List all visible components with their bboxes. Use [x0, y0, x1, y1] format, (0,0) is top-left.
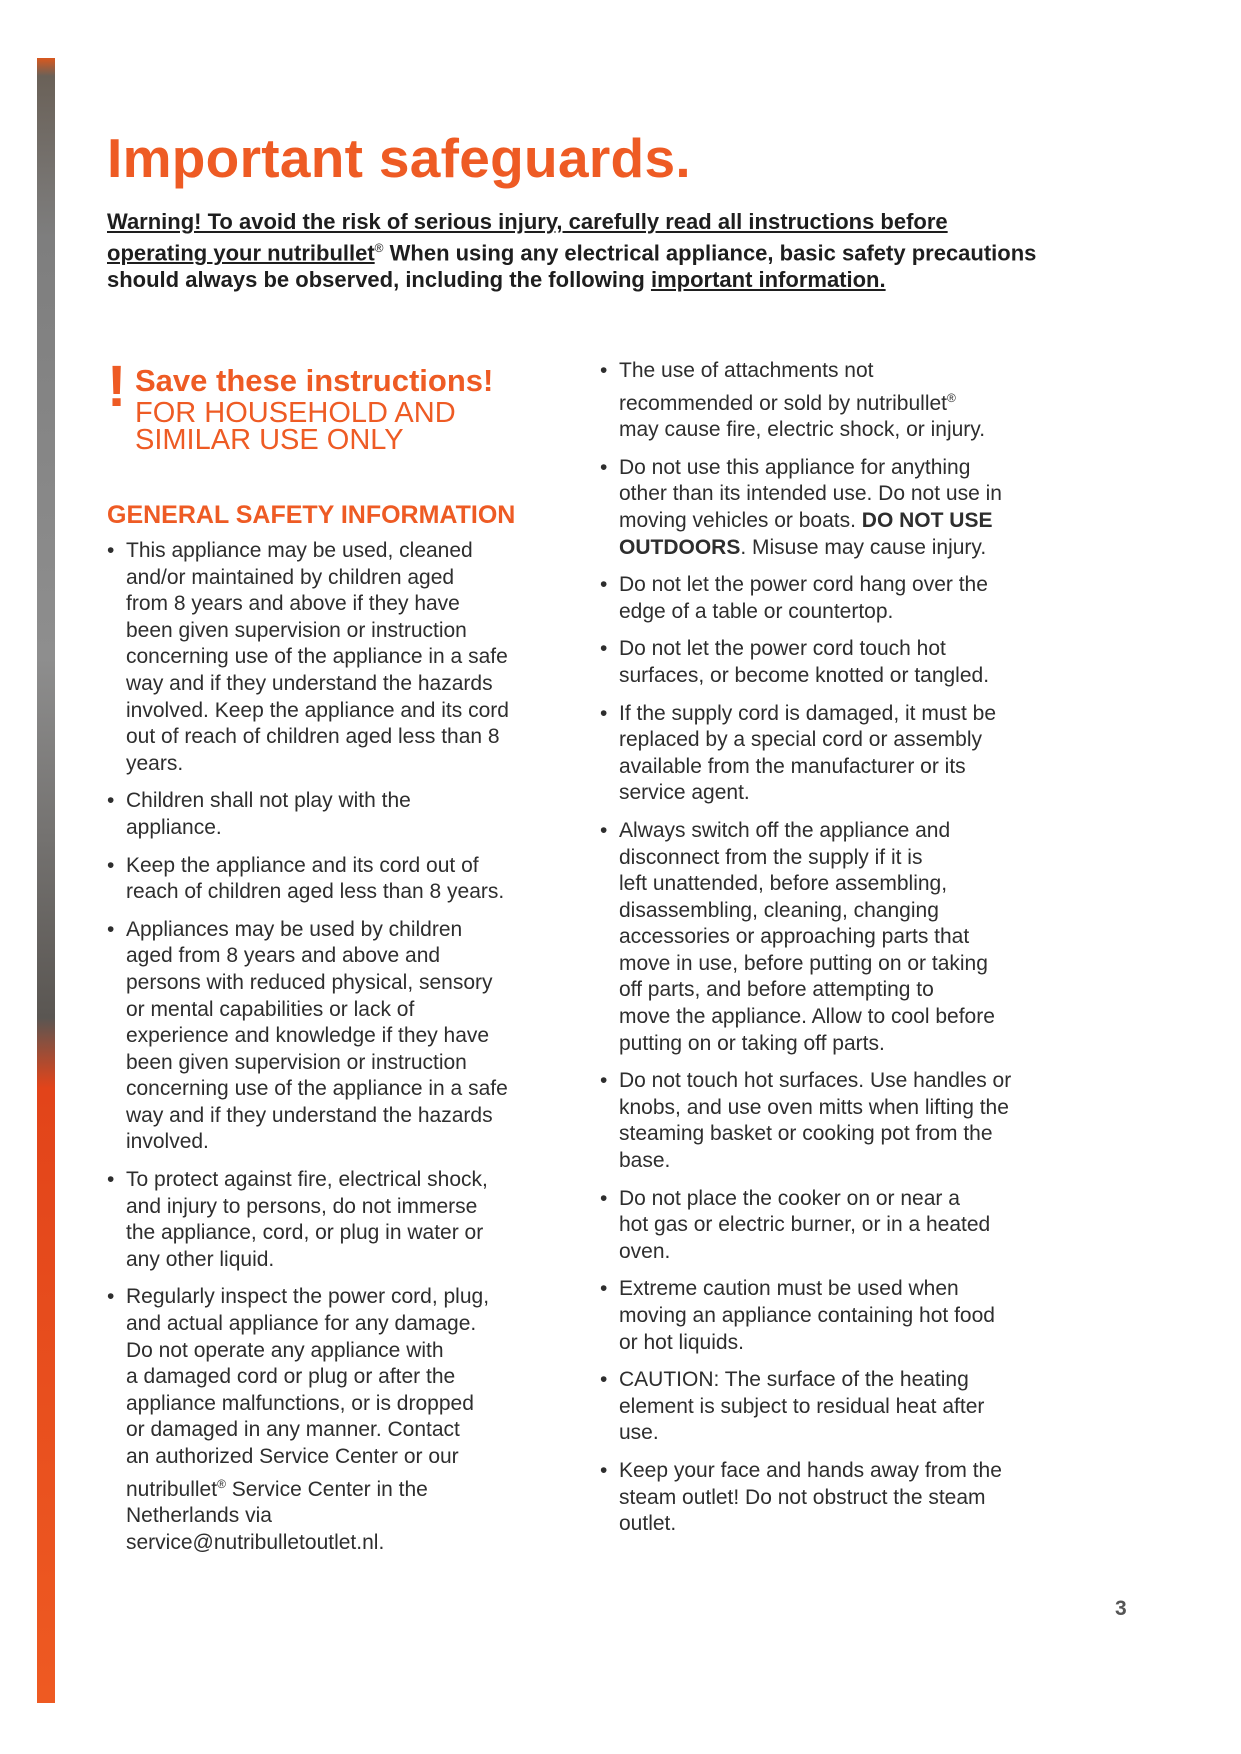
list-item-line: the appliance, cord, or plug in water or — [126, 1221, 484, 1245]
list-item-line: • This appliance may be used, cleaned — [126, 539, 473, 562]
list-item — [107, 853, 572, 906]
list-item-line: accessories or approaching parts that — [619, 925, 970, 949]
left-column — [107, 354, 572, 1567]
household-line-2: SIMILAR USE ONLY — [135, 424, 404, 456]
list-item-line: appliance malfunctions, or is dropped — [126, 1391, 474, 1415]
list-item-line: base. — [619, 1149, 671, 1173]
list-item-line: service agent. — [619, 781, 750, 805]
list-item-line: and actual appliance for any damage. — [126, 1312, 477, 1336]
list-item — [600, 701, 1060, 807]
list-item-line: use. — [619, 1421, 659, 1445]
save-instructions-title: Save these instructions! — [135, 363, 494, 398]
list-item-line: appliance. — [126, 815, 222, 839]
list-item — [107, 1284, 572, 1556]
list-item-line: out of reach of children aged less than 8 — [126, 725, 500, 749]
list-item-line: • If the supply cord is damaged, it must be — [619, 701, 997, 725]
warning-line-1: Warning! To avoid the risk of serious injury, carefully read all instructions before — [107, 209, 948, 234]
left-safety-list — [107, 538, 572, 1556]
list-item — [600, 572, 1060, 625]
list-item-line: surfaces, or become knotted or tangled. — [619, 663, 990, 687]
registered-mark: ® — [374, 241, 384, 255]
list-item-line: available from the manufacturer or its — [619, 754, 966, 778]
list-item-line: move in use, before putting on or taking — [619, 951, 988, 975]
list-item — [600, 636, 1060, 689]
household-line-1: FOR HOUSEHOLD AND — [135, 397, 456, 429]
list-item-line: been given supervision or instruction — [126, 1050, 467, 1074]
list-item-line: moving an appliance containing hot food — [619, 1304, 995, 1327]
list-item-line: steaming basket or cooking pot from the — [619, 1122, 993, 1146]
list-item-line: replaced by a special cord or assembly — [619, 728, 983, 752]
list-item-line: involved. Keep the appliance and its cord — [126, 698, 509, 722]
list-item-line: hot gas or electric burner, or in a heated — [619, 1213, 991, 1237]
list-item-line: involved. — [126, 1130, 209, 1154]
list-item-line: • Do not touch hot surfaces. Use handles or — [619, 1069, 1012, 1093]
list-item — [107, 1167, 572, 1273]
list-item — [600, 358, 1060, 444]
list-item-line: moving vehicles or boats. DO NOT USE — [619, 508, 993, 532]
list-item-line: steam outlet! Do not obstruct the steam — [619, 1485, 986, 1509]
important-information-link: important information. — [650, 267, 886, 293]
right-safety-list — [600, 358, 1060, 1538]
page-number: 3 — [1115, 1597, 1127, 1620]
list-item-line: • Do not let the power cord touch hot — [619, 637, 946, 661]
list-item-line: • Do not place the cooker on or near a — [619, 1186, 960, 1210]
list-item-line: other than its intended use. Do not use in — [619, 482, 1002, 506]
list-item-line: years. — [126, 751, 184, 775]
list-item-line: concerning use of the appliance in a safe — [126, 645, 508, 669]
list-item-line: or mental capabilities or lack of — [126, 997, 415, 1021]
list-item — [107, 538, 572, 777]
list-item-line: OUTDOORS. Misuse may cause injury. — [619, 535, 987, 559]
right-column — [600, 358, 1060, 1549]
list-item — [600, 455, 1060, 561]
list-item-line: an authorized Service Center or our — [126, 1445, 459, 1468]
list-item-line: • Always switch off the appliance and — [619, 818, 951, 842]
list-item-line: • Keep the appliance and its cord out of — [126, 853, 479, 877]
list-item-line: persons with reduced physical, sensory — [126, 970, 493, 994]
list-item-line: experience and knowledge if they have — [126, 1024, 490, 1048]
list-item-line: and injury to persons, do not immerse — [126, 1194, 478, 1218]
list-item-line: and/or maintained by children aged — [126, 565, 455, 589]
list-item-line: left unattended, before assembling, — [619, 872, 948, 896]
list-item-line: knobs, and use oven mitts when lifting the — [619, 1095, 1009, 1119]
list-item-line: • To protect against fire, electrical shock, — [126, 1168, 488, 1192]
list-item — [600, 818, 1060, 1057]
list-item-line: off parts, and before attempting to — [619, 978, 934, 1002]
section-heading: GENERAL SAFETY INFORMATION — [107, 501, 516, 529]
list-item-line: from 8 years and above if they have — [126, 592, 460, 616]
list-item — [107, 788, 572, 841]
warning-line-2: operating your nutribullet — [107, 240, 375, 266]
save-instructions-block — [107, 354, 572, 460]
list-item-line: nutribullet® Service Center in the — [126, 1476, 428, 1501]
list-item-line: • The use of attachments not — [619, 359, 874, 382]
list-item-line: Do not operate any appliance with — [126, 1338, 444, 1362]
list-item-line: oven. — [619, 1239, 671, 1263]
list-item — [600, 1186, 1060, 1266]
household-use-notice — [135, 397, 572, 456]
list-item-line: a damaged cord or plug or after the — [126, 1365, 456, 1389]
list-item — [600, 1458, 1060, 1538]
list-item-line: aged from 8 years and above and — [126, 944, 441, 968]
list-item-line: concerning use of the appliance in a safe — [126, 1077, 508, 1101]
intro-warning — [107, 208, 1067, 293]
list-item-line: way and if they understand the hazards — [126, 671, 493, 695]
list-item — [600, 1068, 1060, 1174]
list-item-line: • Appliances may be used by children — [126, 917, 463, 941]
list-item-line: move the appliance. Allow to cool before — [619, 1005, 995, 1029]
list-item-line: service@nutribulletoutlet.nl. — [126, 1530, 385, 1554]
list-item-line: disassembling, cleaning, changing — [619, 898, 939, 922]
list-item-line: any other liquid. — [126, 1247, 275, 1271]
list-item-line: been given supervision or instruction — [126, 618, 467, 642]
list-item-line: • CAUTION: The surface of the heating — [619, 1368, 969, 1392]
list-item — [107, 917, 572, 1156]
list-item-line: or damaged in any manner. Contact — [126, 1418, 460, 1442]
list-item-line: • Children shall not play with the — [126, 789, 411, 813]
page-title: Important safeguards. — [107, 127, 691, 189]
list-item-line: Netherlands via — [126, 1504, 272, 1528]
list-item-line: reach of children aged less than 8 years. — [126, 880, 505, 904]
list-item — [600, 1367, 1060, 1447]
list-item-line: way and if they understand the hazards — [126, 1103, 493, 1127]
list-item-line: disconnect from the supply if it is — [619, 845, 923, 869]
intro-text: When using any electrical appliance, basic safety precautions should always be observed, including the following — [107, 240, 1037, 293]
list-item-line: • Keep your face and hands away from the — [619, 1458, 1002, 1482]
side-accent-bar — [37, 58, 55, 1703]
list-item-line: • Do not let the power cord hang over the — [619, 573, 988, 597]
list-item-line: • Extreme caution must be used when — [619, 1277, 959, 1301]
list-item-line: or hot liquids. — [619, 1330, 744, 1354]
list-item-line: edge of a table or countertop. — [619, 599, 894, 623]
list-item-line: • Regularly inspect the power cord, plug, — [126, 1285, 490, 1309]
list-item-line: may cause fire, electric shock, or injury. — [619, 418, 986, 442]
list-item-line: element is subject to residual heat after — [619, 1394, 985, 1418]
list-item-line: outlet. — [619, 1512, 677, 1536]
list-item — [600, 1276, 1060, 1356]
list-item-line: • Do not use this appliance for anything — [619, 455, 971, 479]
list-item-line: putting on or taking off parts. — [619, 1031, 885, 1055]
list-item-line: recommended or sold by nutribullet® — [619, 390, 956, 415]
exclamation-icon: ! — [107, 354, 127, 419]
